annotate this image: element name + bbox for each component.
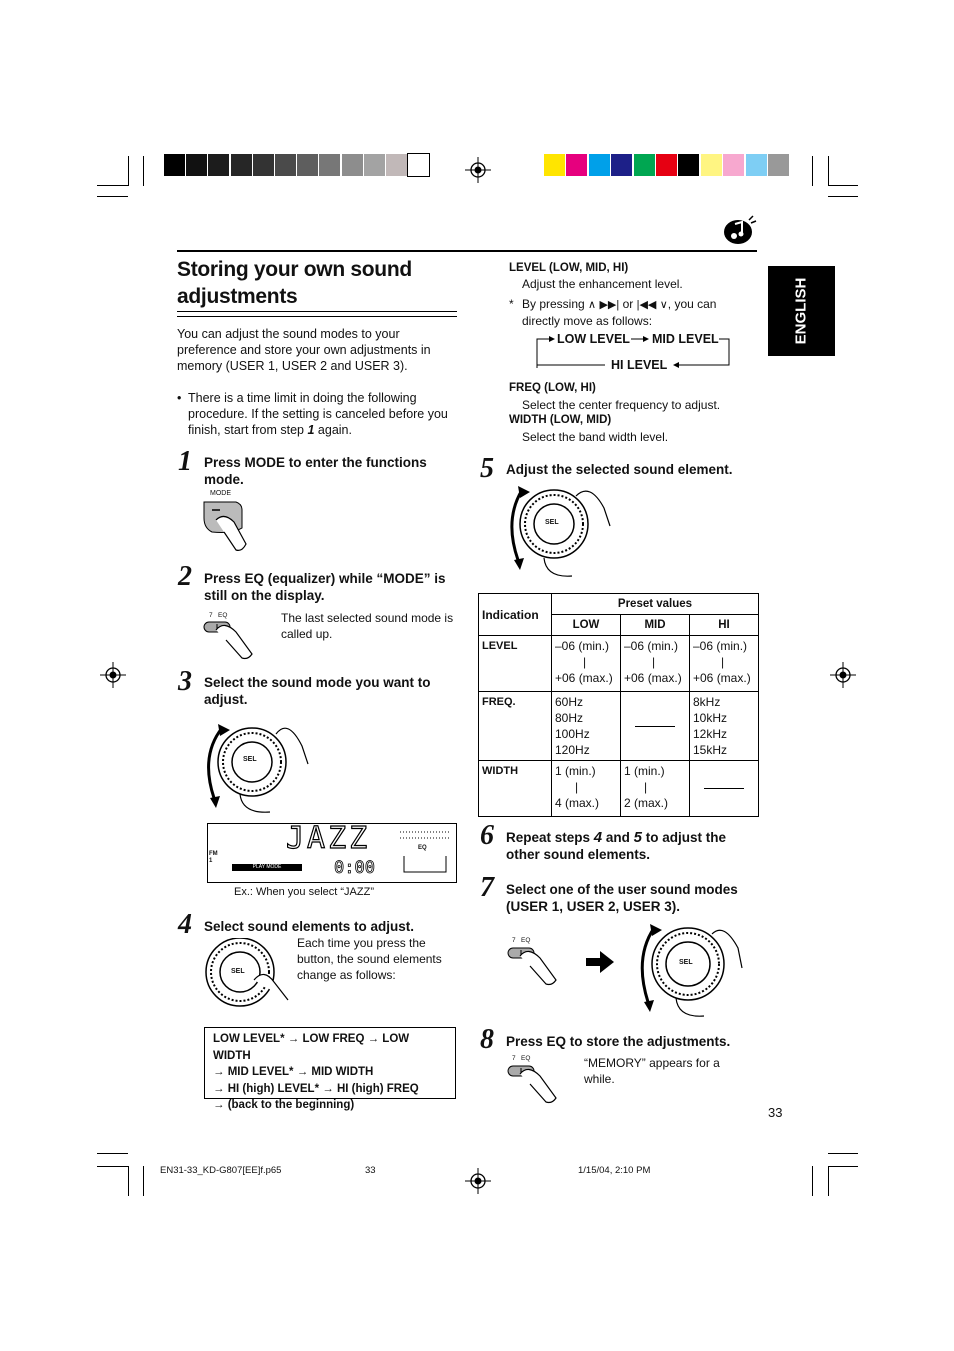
step-text: Press EQ to store the adjustments. [506,1034,731,1049]
color-swatch [768,154,789,176]
table-header-indication: Indication [479,594,552,636]
cell-line: | [575,780,579,794]
cell-line: 100Hz [555,727,590,741]
intro-paragraph: You can adjust the sound modes to your preference and store your own adjustments in memory (USER 1, USER 2 and USER 3). [177,327,431,373]
grayscale-swatch [231,154,252,176]
crop-mark [812,1166,813,1196]
empty-dash [635,726,675,727]
cell-line: 1 (min.) [624,764,665,778]
page-number: 33 [768,1105,783,1120]
mode-button-label: MODE [210,490,231,497]
row-label: FREQ. [479,692,552,761]
eq-button-illustration [202,618,262,662]
registration-mark-icon [465,1168,491,1194]
cell-line: 12kHz [693,727,728,741]
cell-width-low [552,761,621,817]
grayscale-swatch [253,154,274,176]
crop-mark [143,156,144,186]
note-text: again. [314,423,352,437]
crop-mark [828,185,858,186]
step-text: Press EQ (equalizer) while “MODE” is still on the display. [204,571,446,603]
cell-line: 8kHz [693,695,721,709]
crop-mark [828,1166,858,1167]
cell-level-hi [690,636,759,692]
grayscale-swatch [386,154,407,176]
step-number: 5 [480,453,494,484]
cell-line: 2 (max.) [624,796,669,810]
grayscale-swatch [408,154,429,176]
table-row [479,761,759,817]
freq-desc: Select the center frequency to adjust. [522,398,721,412]
sound-note-icon [722,214,760,246]
language-tab-label: ENGLISH [792,277,810,345]
cell-line: | [652,655,656,669]
sequence-line: → HI (high) LEVEL* → HI (high) FREQ [213,1082,419,1095]
cell-level-low [552,636,621,692]
prev-track-icon: |◀◀ [636,299,657,311]
footnote-star: * [509,297,514,311]
cell-line: | [583,655,587,669]
sel-knob-illustration [200,718,310,818]
sequence-line: LOW LEVEL* → LOW FREQ → LOW WIDTH [213,1033,410,1062]
eq-button-label: 7 EQ [512,1055,531,1062]
cell-line: | [721,655,725,669]
cell-line: 4 (max.) [555,796,600,810]
grayscale-swatch [275,154,296,176]
crop-mark [143,1166,144,1196]
display-eq-bars-icon [398,830,452,878]
cell-line: 10kHz [693,711,728,725]
color-swatch [678,154,699,176]
cell-line: 15kHz [693,743,728,757]
table-row [479,692,759,761]
arrow-right-icon [586,949,614,975]
freq-term: FREQ (LOW, HI) [509,382,596,394]
cell-freq-mid [621,692,690,761]
page-title: Storing your own sound adjustments [177,258,412,308]
note-text: There is a time limit in doing the following procedure. If the setting is canceled before you finish, start from step [188,391,448,437]
row-label: WIDTH [479,761,552,817]
cell-line: +06 (max.) [693,671,751,685]
next-track-icon: ▶▶| [599,299,620,311]
cell-line: 1 (min.) [555,764,596,778]
cycle-hi: HI LEVEL [611,358,668,372]
cell-line: –06 (min.) [624,639,679,653]
step-text: Select the sound mode you want to adjust. [204,675,431,707]
eq-button-illustration [506,944,566,988]
display-play-mode: PLAY MODE [232,864,302,871]
knob-label: SEL [243,756,257,763]
color-swatch [566,154,587,176]
cell-line: 60Hz [555,695,584,709]
cell-freq-hi [690,692,759,761]
mode-button-illustration [202,498,262,558]
level-note-text: , you can directly move as follows: [522,297,717,328]
sel-knob-illustration [202,938,292,1010]
step-number: 1 [178,446,192,477]
color-swatch [656,154,677,176]
table-row [479,636,759,692]
bullet: • [177,391,182,405]
color-swatch [634,154,655,176]
registration-mark-icon [100,662,126,688]
eq-button-label: 7 EQ [512,937,531,944]
step-number: 8 [480,1024,494,1055]
footer-page: 33 [365,1165,376,1176]
title-underline [177,311,457,317]
crop-mark [828,1166,829,1196]
step-text-part: and [602,830,634,845]
display-clock: 0:00 [334,858,375,878]
step-number: 2 [178,561,192,592]
grayscale-swatch [319,154,340,176]
color-swatch [611,154,632,176]
display-mode-text: JAZZ [286,821,371,856]
sel-knob-illustration [504,482,614,582]
crop-mark [97,1166,128,1167]
crop-mark [128,156,129,186]
knob-label: SEL [231,968,245,975]
level-note-text: or [622,297,634,311]
sel-knob-illustration [632,918,744,1028]
grayscale-swatch [208,154,229,176]
crop-mark [828,196,858,197]
cell-freq-low [552,692,621,761]
display-channel: 1 [209,858,213,864]
table-col-low: LOW [552,615,621,636]
cell-line: | [644,780,648,794]
table-header-preset: Preset values [552,594,759,615]
grayscale-swatch [364,154,385,176]
crop-mark [97,1153,128,1154]
display-eq: EQ [418,845,427,851]
display-panel [207,823,457,883]
note-step-ref: 1 [307,423,315,437]
step-number: 3 [178,666,192,697]
knob-label: SEL [679,959,693,966]
grayscale-swatch [186,154,207,176]
step-ref: 5 [633,829,642,846]
table-col-mid: MID [621,615,690,636]
preset-values-table [478,593,759,817]
cell-line: –06 (min.) [693,639,748,653]
step-number: 6 [480,820,494,851]
table-col-hi: HI [690,615,759,636]
grayscale-swatch [342,154,363,176]
crop-mark [97,196,128,197]
cell-line: 80Hz [555,711,584,725]
step-note: “MEMORY” appears for a while. [584,1056,720,1086]
step-text: Select one of the user sound modes (USER 1, USER 2, USER 3). [506,882,738,914]
registration-mark-icon [830,662,856,688]
cell-width-hi [690,761,759,817]
language-tab [768,266,835,356]
level-desc: Adjust the enhancement level. [522,277,683,291]
color-swatch [544,154,565,176]
step-ref: 4 [593,829,603,846]
cell-line: –06 (min.) [555,639,610,653]
step-note: Each time you press the button, the sound elements change as follows: [297,936,442,982]
step-text: Select sound elements to adjust. [204,919,415,934]
crop-mark [812,156,813,186]
crop-mark [828,1153,858,1154]
step-text: Adjust the selected sound element. [506,462,733,477]
step-number: 7 [480,872,494,903]
header-rule [177,250,757,252]
up-arrow-icon: ∧ [588,299,597,311]
registration-mark-icon [465,157,491,183]
level-term: LEVEL (LOW, MID, HI) [509,262,629,274]
width-term: WIDTH (LOW, MID) [509,414,612,426]
footer-date: 1/15/04, 2:10 PM [578,1165,651,1176]
footer-filename: EN31-33_KD-G807[EE]f.p65 [160,1165,282,1176]
step-note: The last selected sound mode is called up. [281,611,454,641]
cycle-mid: MID LEVEL [652,332,719,346]
sequence-line: → MID LEVEL* → MID WIDTH [213,1066,374,1078]
cell-line: +06 (max.) [624,671,682,685]
down-arrow-icon: ∨ [659,299,668,311]
step-text-part: to adjust the other sound elements. [506,830,726,862]
cell-line: 120Hz [555,743,590,757]
level-note-text: By pressing [522,297,585,311]
knob-label: SEL [545,519,559,526]
color-swatch [589,154,610,176]
color-swatch [701,154,722,176]
color-swatch [723,154,744,176]
level-note [522,296,756,329]
cell-level-mid [621,636,690,692]
sound-element-sequence-box [204,1027,456,1111]
crop-mark [128,1166,129,1196]
step-number: 4 [178,909,192,940]
eq-button-illustration [506,1062,566,1106]
crop-mark [828,156,829,186]
crop-mark [97,185,128,186]
width-desc: Select the band width level. [522,430,669,444]
intro-note [188,390,456,438]
color-swatch [746,154,767,176]
sequence-line: → (back to the beginning) [213,1099,355,1111]
grayscale-swatch [164,154,185,176]
empty-dash [704,788,744,789]
step-text-part: Repeat steps [506,830,594,845]
eq-button-label: 7 EQ [209,612,228,619]
row-label: LEVEL [479,636,552,692]
display-fm: FM [209,851,218,857]
cell-line: +06 (max.) [555,671,613,685]
cell-width-mid [621,761,690,817]
cycle-low: LOW LEVEL [557,332,630,346]
display-caption: Ex.: When you select “JAZZ” [234,886,374,898]
grayscale-swatch [297,154,318,176]
step-text: Press MODE to enter the functions mode. [204,455,427,487]
step-text [506,829,756,863]
